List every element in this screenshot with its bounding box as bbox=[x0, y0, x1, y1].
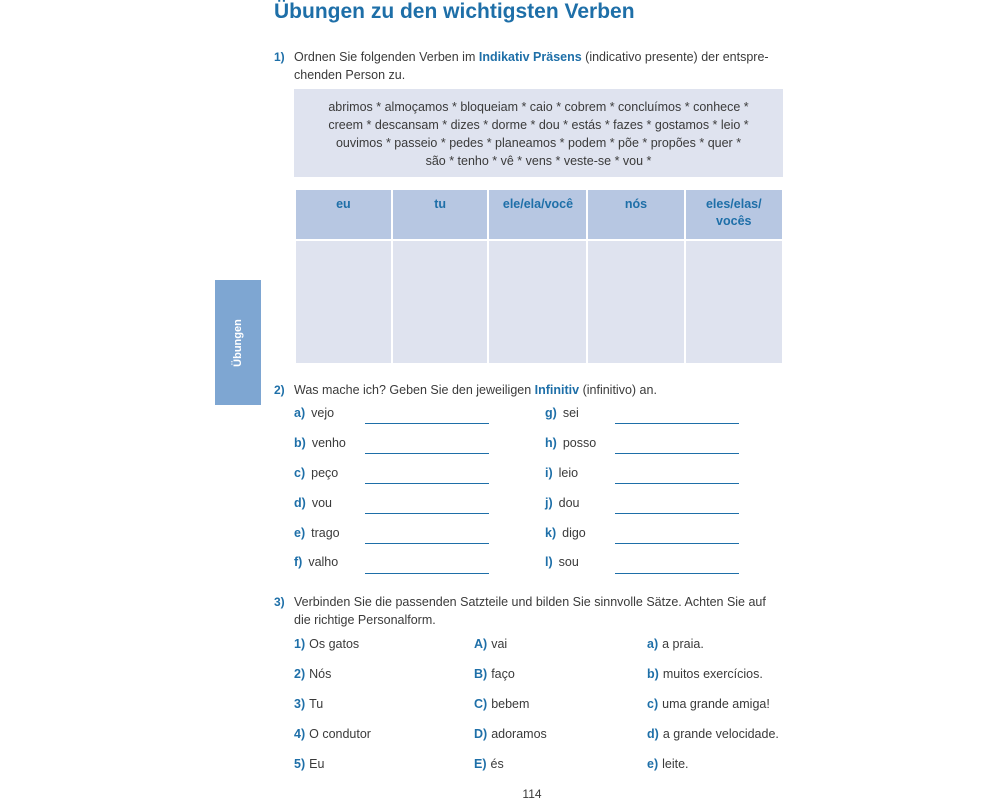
table-header-ele: ele/ela/você bbox=[489, 190, 586, 239]
table-header-eles: eles/elas/ vocês bbox=[686, 190, 782, 239]
fill-item bbox=[545, 406, 579, 420]
task-2-text-before: Was mache ich? Geben Sie den jeweiligen bbox=[294, 383, 535, 397]
match-label: 2) bbox=[294, 667, 306, 681]
match-text: és bbox=[490, 757, 504, 771]
table-header-eu: eu bbox=[296, 190, 391, 239]
task-3-instruction bbox=[294, 593, 814, 629]
match-text: uma grande amiga! bbox=[662, 697, 770, 711]
answer-line[interactable] bbox=[365, 483, 489, 484]
task-1-instruction bbox=[294, 48, 794, 84]
fill-item-word: vou bbox=[311, 496, 332, 510]
fill-item bbox=[545, 436, 596, 450]
table-header-nos: nós bbox=[588, 190, 683, 239]
match-label: a) bbox=[647, 637, 659, 651]
table-header-tu: tu bbox=[393, 190, 488, 239]
fill-item-word: peço bbox=[311, 466, 339, 480]
match-verb bbox=[474, 727, 547, 741]
section-tab-label: Übungen bbox=[232, 318, 244, 367]
answer-line[interactable] bbox=[615, 483, 739, 484]
match-subject bbox=[294, 757, 324, 771]
match-subject bbox=[294, 637, 359, 651]
match-subject bbox=[294, 727, 371, 741]
fill-item-word: digo bbox=[562, 526, 586, 540]
answer-line[interactable] bbox=[615, 423, 739, 424]
verb-list-box bbox=[294, 89, 783, 177]
task-2-instruction bbox=[294, 381, 794, 399]
conjugation-table bbox=[294, 188, 784, 365]
match-text: muitos exercícios. bbox=[662, 667, 763, 681]
verb-line: ouvimos * passeio * pedes * planeamos * podem * põe * propões * quer * bbox=[335, 136, 742, 150]
match-verb bbox=[474, 637, 507, 651]
match-text: vai bbox=[491, 637, 508, 651]
fill-item bbox=[545, 496, 580, 510]
verb-line: creem * descansam * dizes * dorme * dou * estás * fazes * gostamos * leio * bbox=[328, 118, 749, 132]
match-label: 5) bbox=[294, 757, 306, 771]
answer-line[interactable] bbox=[615, 573, 739, 574]
task-2-number: 2) bbox=[274, 383, 285, 397]
match-label: 3) bbox=[294, 697, 306, 711]
match-label: 4) bbox=[294, 727, 306, 741]
fill-item-label: g) bbox=[545, 406, 557, 420]
fill-item-label: l) bbox=[545, 555, 553, 569]
match-verb bbox=[474, 697, 529, 711]
match-subject bbox=[294, 667, 331, 681]
fill-item-label: e) bbox=[294, 526, 306, 540]
fill-item-label: i) bbox=[545, 466, 553, 480]
match-verb bbox=[474, 757, 504, 771]
fill-item-word: leio bbox=[558, 466, 579, 480]
match-text: adoramos bbox=[491, 727, 547, 741]
verb-line: são * tenho * vê * vens * veste-se * vou * bbox=[425, 154, 652, 168]
table-cell-eles[interactable] bbox=[686, 241, 782, 363]
match-object bbox=[647, 757, 689, 771]
page-number: 114 bbox=[522, 787, 542, 801]
fill-item-label: k) bbox=[545, 526, 557, 540]
match-text: leite. bbox=[662, 757, 689, 771]
table-cell-nos[interactable] bbox=[588, 241, 683, 363]
fill-item-word: dou bbox=[558, 496, 580, 510]
match-object bbox=[647, 667, 763, 681]
answer-line[interactable] bbox=[615, 513, 739, 514]
match-text: Tu bbox=[309, 697, 324, 711]
match-label: d) bbox=[647, 727, 659, 741]
match-label: C) bbox=[474, 697, 488, 711]
fill-item-label: h) bbox=[545, 436, 557, 450]
verb-line: abrimos * almoçamos * bloqueiam * caio * cobrem * concluímos * conhece * bbox=[328, 100, 749, 114]
match-label: A) bbox=[474, 637, 488, 651]
task-3-number: 3) bbox=[274, 595, 285, 609]
match-text: Eu bbox=[309, 757, 325, 771]
task-3-text-line2: die richtige Personalform. bbox=[294, 613, 436, 627]
match-text: a grande velocidade. bbox=[662, 727, 779, 741]
match-text: Nós bbox=[309, 667, 332, 681]
match-text: O condutor bbox=[309, 727, 371, 741]
table-cell-eu[interactable] bbox=[296, 241, 391, 363]
answer-line[interactable] bbox=[365, 453, 489, 454]
fill-item-word: venho bbox=[311, 436, 346, 450]
answer-line[interactable] bbox=[615, 453, 739, 454]
fill-item-word: vejo bbox=[311, 406, 335, 420]
task-1-text-bold: Indikativ Präsens bbox=[478, 50, 582, 64]
fill-item-label: b) bbox=[294, 436, 306, 450]
answer-line[interactable] bbox=[365, 573, 489, 574]
fill-item bbox=[545, 526, 586, 540]
fill-item-label: c) bbox=[294, 466, 306, 480]
fill-item-label: d) bbox=[294, 496, 306, 510]
match-label: E) bbox=[474, 757, 487, 771]
fill-item-word: trago bbox=[311, 526, 340, 540]
match-text: bebem bbox=[491, 697, 530, 711]
fill-item bbox=[294, 555, 338, 569]
table-cell-tu[interactable] bbox=[393, 241, 488, 363]
task-1-text-line2: chenden Person zu. bbox=[294, 68, 406, 82]
fill-item-word: sei bbox=[562, 406, 579, 420]
match-label: 1) bbox=[294, 637, 306, 651]
match-subject bbox=[294, 697, 323, 711]
fill-item bbox=[294, 526, 340, 540]
answer-line[interactable] bbox=[365, 423, 489, 424]
fill-item bbox=[545, 466, 578, 480]
task-2-text-bold: Infinitiv bbox=[534, 383, 580, 397]
fill-item bbox=[294, 406, 334, 420]
match-label: e) bbox=[647, 757, 659, 771]
task-2-text-after: (infinitivo) an. bbox=[579, 383, 657, 397]
answer-line[interactable] bbox=[615, 543, 739, 544]
fill-item-word: posso bbox=[562, 436, 597, 450]
fill-item-word: valho bbox=[308, 555, 339, 569]
match-text: Os gatos bbox=[309, 637, 360, 651]
fill-item-label: f) bbox=[294, 555, 303, 569]
match-label: B) bbox=[474, 667, 488, 681]
match-verb bbox=[474, 667, 515, 681]
fill-item-label: j) bbox=[545, 496, 553, 510]
task-3-text-line1: Verbinden Sie die passenden Satzteile und bilden Sie sinnvolle Sätze. Achten Sie auf bbox=[294, 595, 766, 609]
fill-item bbox=[294, 496, 332, 510]
fill-item-label: a) bbox=[294, 406, 306, 420]
match-text: a praia. bbox=[662, 637, 704, 651]
match-label: b) bbox=[647, 667, 659, 681]
match-text: faço bbox=[491, 667, 515, 681]
task-1-text-before: Ordnen Sie folgenden Verben im bbox=[294, 50, 479, 64]
task-1-text-after: (indicativo presente) der entspre- bbox=[581, 50, 769, 64]
task-1-number: 1) bbox=[274, 50, 285, 64]
match-object bbox=[647, 637, 704, 651]
section-tab bbox=[215, 280, 261, 405]
match-object bbox=[647, 697, 770, 711]
page-title: Übungen zu den wichtigsten Verben bbox=[274, 0, 635, 23]
fill-item bbox=[294, 466, 338, 480]
table-cell-ele[interactable] bbox=[489, 241, 586, 363]
fill-item bbox=[294, 436, 346, 450]
fill-item-word: sou bbox=[558, 555, 579, 569]
answer-line[interactable] bbox=[365, 513, 489, 514]
fill-item bbox=[545, 555, 579, 569]
answer-line[interactable] bbox=[365, 543, 489, 544]
match-label: c) bbox=[647, 697, 659, 711]
match-object bbox=[647, 727, 779, 741]
match-label: D) bbox=[474, 727, 488, 741]
